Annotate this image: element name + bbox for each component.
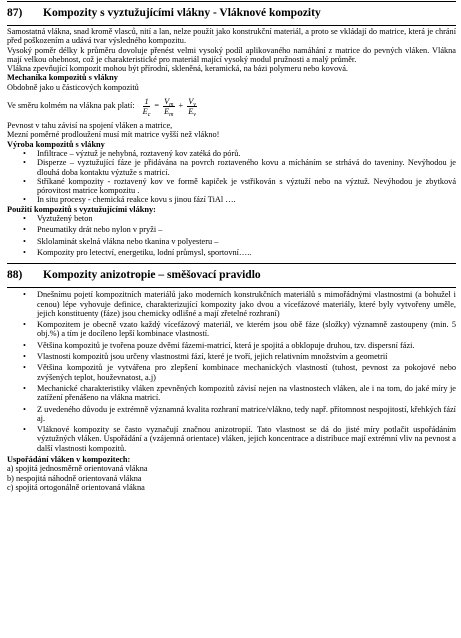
usage-list [7,214,456,257]
list-item: • In situ procesy - chemická reakce kovu s jinou fází TiAl …. [37,195,456,204]
section-87-number: 87) [7,7,23,19]
mechanics-heading: Mechanika kompozitů s vlákny [7,73,118,83]
arrangement-item-b: b) nespojitá náhodně orientovaná vlákna [7,473,142,483]
list-item: • Stříkané kompozity - roztavený kov ve formě kapiček je vstřikován s výztuží nebo na výztuž. Nevýhodou je zbytková pórovitost matrice kompozitu . [37,177,456,196]
section-87-title: Kompozity s vyztužujícími vlákny - Vláknové kompozity [43,7,321,19]
list-item: • Kompozity pro letectví, energetiku, lodní průmysl, sportovní….. [37,248,456,257]
list-item: • Infiltrace – výztuž je nehybná, roztavený kov zatéká do pórů. [37,149,456,158]
arrangement-list [7,464,456,492]
list-item: • Dnešnímu pojetí kompozitních materiálů jako moderních konstrukčních materiálů s mimořádnými vlastnostmi (a bohužel i cenou) lépe vyhovuje definice, charakterizující kompozity jako dvou a vícefázové materiály, které byly vytvořeny uměle, jejich konstituenty (fáze) jsou chemicky odlišné a mají zřetelné rozhraní) [37,290,456,318]
section-87-header [7,4,456,22]
section-87-body [7,26,456,257]
list-item: • Sklolaminát skelná vlákna nebo tkanina v polyesteru – [37,237,456,246]
list-item: • Většina kompozitů je tvořena pouze dvěmi fázemi-matricí, která je spojitá a obklopuje druhou, tzv. dispersní fázi. [37,341,456,350]
section-88-number: 88) [7,269,23,282]
formula-equals: = [154,101,160,111]
formula [141,97,199,116]
formula-prefix: Ve směru kolmém na vlákna pak platí: [7,101,135,111]
production-list [7,149,456,205]
formula-lhs: $\frac{1}{E_c}$ [142,96,151,118]
section-88-body [7,288,456,492]
intro-paragraph-3: Vlákna zpevňující kompozit mohou být přírodní, skleněná, keramická, na bázi polymeru nebo kovová. [7,64,348,74]
section-88-title: Kompozity anizotropie – směšovací pravidlo [43,269,261,282]
list-item: • Vláknové kompozity se často vyznačují značnou anizotropií. Tato vlastnost se dá do jisté míry potlačit uspořádáním výztužných vláken. Uspořádání a (vzájemná orientace) vláken, jejich koncentrace a distribuce mají extrémní vliv na pevnost a další vlastnosti kompozitů. [37,425,456,453]
list-item: • Pneumatiky drát nebo nylon v pryži – [37,225,456,234]
strength-line-2: Mezní poměrné prodloužení musí mít matrice vyšší než vlákno! [7,130,220,140]
formula-term-matrix: $\frac{V_m}{E_m}$ [164,96,174,118]
usage-heading: Použití kompozitů s vyztužujícími vlákny: [7,204,156,214]
formula-plus: + [178,101,184,111]
production-heading: Výroba kompozitů s vlákny [7,139,105,149]
arrangement-heading: Uspořádání vláken v kompozitech: [7,454,131,464]
list-item: • Mechanické charakteristiky vláken zpevněných kompozitů závisí nejen na vlastnostech vláken, ale i na tom, do jaké míry je zatížení přenášeno na vlákna matricí. [37,384,456,403]
intro-paragraph-1: Samostatná vlákna, snad kromě vlasců, nití a lan, nelze použít jako konstrukční materiál, a proto se vkládají do matrice, která je chrání před poškozením a udává tvar výsledného kompozitu. [7,27,456,46]
section-88-header [7,266,456,284]
list-item: • Vlastnosti kompozitů jsou určeny vlastnostmi fází, které je tvoří, jejich relativním množstvím a geometrií [37,352,456,361]
formula-term-fiber: $\frac{V_v}{E_v}$ [188,96,196,118]
mechanics-text: Obdobně jako u částicových kompozitů [7,82,139,92]
arrangement-item-a: a) spojitá jednosměrně orientovaná vlákna [7,464,148,474]
list-item: • Z uvedeného důvodu je extrémně významná kvalita rozhraní matrice/vlákno, tedy např. přítomnost nespojitostí, křehkých fází aj. [37,405,456,424]
list-item: • Většina kompozitů je vytvářena pro zlepšení kombinace mechanických vlastností (tuhost, pevnost za pokojové nebo zvýšených teplot, houževnatost, a.j) [37,363,456,382]
intro-paragraph-2: Vysoký poměr délky k průměru dovoluje přenést velmi vysoký podíl aplikovaného namáhání z matrice do pevných vláken. Vlákna mají velkou ohebnost, což je charakteristické pro materiál mající vysoký modul pružnosti a malý průměr. [7,45,456,64]
top-rule [7,1,456,2]
strength-line-1: Pevnost v tahu závisí na spojení vláken a matrice, [7,121,173,131]
arrangement-item-c: c) spojitá ortogonálně orientovaná vlákna [7,482,145,492]
formula-row [7,93,456,119]
list-item: • Kompozitem je obecně vzato každý vícefázový materiál, ve kterém jsou obě fáze (složky) významně zastoupeny (min. 5 obj.%) a tím je docíleno lepší kombinace vlastností. [37,320,456,339]
section-divider-rule [7,263,456,264]
list-item: • Disperze – vyztužující fáze je přidávána na povrch roztaveného kovu a mícháním se strhává do taveniny. Nevýhodou je dlouhá doba kontaktu výztuže s matricí. [37,158,456,177]
anisotropy-list [7,290,456,453]
list-item: • Vyztužený beton [37,214,456,223]
